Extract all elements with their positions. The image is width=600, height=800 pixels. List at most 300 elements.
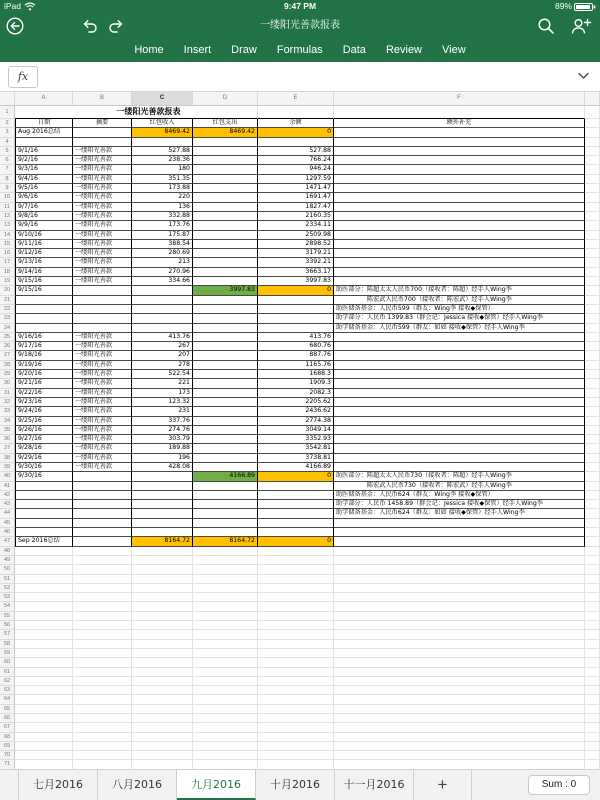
- cell-A44[interactable]: [15, 509, 73, 518]
- row-header[interactable]: 48: [0, 547, 15, 556]
- cell-G21[interactable]: [585, 296, 600, 305]
- cell-F38[interactable]: [334, 454, 585, 463]
- cell-B30[interactable]: 一缕阳光善款: [73, 379, 132, 388]
- cell-A23[interactable]: [15, 314, 73, 323]
- cell-B44[interactable]: [73, 509, 132, 518]
- cell-A61[interactable]: [15, 668, 73, 677]
- cell-D39[interactable]: [193, 463, 258, 472]
- cell-E8[interactable]: 1297.59: [258, 175, 334, 184]
- cell-D36[interactable]: [193, 435, 258, 444]
- cell-C39[interactable]: 428.08: [132, 463, 193, 472]
- cell-D25[interactable]: [193, 333, 258, 342]
- row-header[interactable]: 60: [0, 658, 15, 667]
- cell-E36[interactable]: 3352.93: [258, 435, 334, 444]
- cell-B71[interactable]: [73, 760, 132, 769]
- cell-B25[interactable]: 一缕阳光善款: [73, 333, 132, 342]
- cell-D59[interactable]: [193, 649, 258, 658]
- cell-C43[interactable]: [132, 500, 193, 509]
- cell-G71[interactable]: [585, 760, 600, 769]
- cell-C27[interactable]: 207: [132, 351, 193, 360]
- cell-G31[interactable]: [585, 389, 600, 398]
- cell-C4[interactable]: [132, 138, 193, 147]
- cell-B23[interactable]: [73, 314, 132, 323]
- cell-A18[interactable]: 9/14/16: [15, 268, 73, 277]
- cell-C55[interactable]: [132, 612, 193, 621]
- row-header[interactable]: 27: [0, 351, 15, 360]
- row-header[interactable]: 23: [0, 314, 15, 323]
- row-header[interactable]: 58: [0, 640, 15, 649]
- cell-D38[interactable]: [193, 454, 258, 463]
- row-header[interactable]: 35: [0, 426, 15, 435]
- cell-F23[interactable]: 助学部分：人民币 1399.83（群会记：Jessica 接收◆保管）经手人Wing李: [334, 314, 585, 323]
- cell-B7[interactable]: 一缕阳光善款: [73, 165, 132, 174]
- cell-A49[interactable]: [15, 556, 73, 565]
- cell-G57[interactable]: [585, 630, 600, 639]
- cell-F11[interactable]: [334, 203, 585, 212]
- cell-E51[interactable]: [258, 575, 334, 584]
- cell-A55[interactable]: [15, 612, 73, 621]
- cell-D70[interactable]: [193, 751, 258, 760]
- cell-B37[interactable]: 一缕阳光善款: [73, 444, 132, 453]
- cell-C64[interactable]: [132, 695, 193, 704]
- row-header[interactable]: 44: [0, 509, 15, 518]
- cell-G53[interactable]: [585, 593, 600, 602]
- cell-E66[interactable]: [258, 714, 334, 723]
- cell-C21[interactable]: [132, 296, 193, 305]
- cell-F21[interactable]: 陈宏武人民币700（接收者：陈宏武）经手人Wing李: [334, 296, 585, 305]
- cell-F59[interactable]: [334, 649, 585, 658]
- cell-A62[interactable]: [15, 677, 73, 686]
- cell-F37[interactable]: [334, 444, 585, 453]
- cell-B47[interactable]: [73, 537, 132, 546]
- cell-D8[interactable]: [193, 175, 258, 184]
- cell-F28[interactable]: [334, 361, 585, 370]
- row-header[interactable]: 28: [0, 361, 15, 370]
- cell-B45[interactable]: [73, 519, 132, 528]
- sheet-tab[interactable]: 九月2016: [177, 770, 256, 800]
- cell-C29[interactable]: 522.54: [132, 370, 193, 379]
- cell-B22[interactable]: [73, 305, 132, 314]
- row-header[interactable]: 49: [0, 556, 15, 565]
- cell-F30[interactable]: [334, 379, 585, 388]
- row-header[interactable]: 10: [0, 193, 15, 202]
- cell-F51[interactable]: [334, 575, 585, 584]
- cell-B35[interactable]: 一缕阳光善款: [73, 426, 132, 435]
- cell-D66[interactable]: [193, 714, 258, 723]
- cell-A38[interactable]: 9/29/16: [15, 454, 73, 463]
- cell-A17[interactable]: 9/13/16: [15, 258, 73, 267]
- cell-A69[interactable]: [15, 742, 73, 751]
- cell-F8[interactable]: [334, 175, 585, 184]
- cell-E20[interactable]: 0: [258, 286, 334, 295]
- cell-B17[interactable]: 一缕阳光善款: [73, 258, 132, 267]
- cell-E27[interactable]: 887.76: [258, 351, 334, 360]
- cell-G16[interactable]: [585, 249, 600, 258]
- cell-A29[interactable]: 9/20/16: [15, 370, 73, 379]
- row-header[interactable]: 3: [0, 128, 15, 137]
- cell-G14[interactable]: [585, 231, 600, 240]
- cell-C23[interactable]: [132, 314, 193, 323]
- cell-E13[interactable]: 2334.11: [258, 221, 334, 230]
- cell-E38[interactable]: 3738.81: [258, 454, 334, 463]
- cell-E44[interactable]: [258, 509, 334, 518]
- cell-G65[interactable]: [585, 705, 600, 714]
- column-header-B[interactable]: B: [73, 92, 132, 105]
- cell-A52[interactable]: [15, 584, 73, 593]
- cell-A41[interactable]: [15, 482, 73, 491]
- cell-F52[interactable]: [334, 584, 585, 593]
- row-header[interactable]: 46: [0, 528, 15, 537]
- cell-F25[interactable]: [334, 333, 585, 342]
- cell-F29[interactable]: [334, 370, 585, 379]
- column-header-C[interactable]: C: [132, 92, 193, 105]
- cell-D49[interactable]: [193, 556, 258, 565]
- formula-input[interactable]: [46, 66, 566, 88]
- cell-A57[interactable]: [15, 630, 73, 639]
- cell-A48[interactable]: [15, 547, 73, 556]
- row-header[interactable]: 56: [0, 621, 15, 630]
- cell-F71[interactable]: [334, 760, 585, 769]
- cell-A7[interactable]: 9/3/16: [15, 165, 73, 174]
- cell-F40[interactable]: 助医部分：陈超太太人民币730（接收者：陈超）经手人Wing李: [334, 472, 585, 481]
- cell-E52[interactable]: [258, 584, 334, 593]
- cell-G50[interactable]: [585, 565, 600, 574]
- cell-B18[interactable]: 一缕阳光善款: [73, 268, 132, 277]
- cell-C65[interactable]: [132, 705, 193, 714]
- row-header[interactable]: 42: [0, 491, 15, 500]
- row-header[interactable]: 8: [0, 175, 15, 184]
- cell-G62[interactable]: [585, 677, 600, 686]
- cell-E30[interactable]: 1909.3: [258, 379, 334, 388]
- cell-C71[interactable]: [132, 760, 193, 769]
- cell-E17[interactable]: 3392.21: [258, 258, 334, 267]
- cell-A68[interactable]: [15, 733, 73, 742]
- cell-C24[interactable]: [132, 324, 193, 333]
- cell-E2[interactable]: 余额: [258, 119, 334, 128]
- cell-D12[interactable]: [193, 212, 258, 221]
- cell-E56[interactable]: [258, 621, 334, 630]
- cell-A32[interactable]: 9/23/16: [15, 398, 73, 407]
- row-header[interactable]: 39: [0, 463, 15, 472]
- cell-A28[interactable]: 9/19/16: [15, 361, 73, 370]
- cell-G15[interactable]: [585, 240, 600, 249]
- row-header[interactable]: 19: [0, 277, 15, 286]
- cell-D61[interactable]: [193, 668, 258, 677]
- row-header[interactable]: 51: [0, 575, 15, 584]
- cell-E58[interactable]: [258, 640, 334, 649]
- cell-D65[interactable]: [193, 705, 258, 714]
- cell-C68[interactable]: [132, 733, 193, 742]
- row-header[interactable]: 4: [0, 138, 15, 147]
- cell-E26[interactable]: 680.76: [258, 342, 334, 351]
- cell-E1[interactable]: [258, 106, 334, 119]
- cell-E41[interactable]: [258, 482, 334, 491]
- cell-C51[interactable]: [132, 575, 193, 584]
- cell-B70[interactable]: [73, 751, 132, 760]
- cell-F48[interactable]: [334, 547, 585, 556]
- cell-D54[interactable]: [193, 602, 258, 611]
- cell-A45[interactable]: [15, 519, 73, 528]
- cell-A11[interactable]: 9/7/16: [15, 203, 73, 212]
- cell-A13[interactable]: 9/9/16: [15, 221, 73, 230]
- cell-G66[interactable]: [585, 714, 600, 723]
- cell-E14[interactable]: 2509.98: [258, 231, 334, 240]
- cell-E50[interactable]: [258, 565, 334, 574]
- cell-C18[interactable]: 270.96: [132, 268, 193, 277]
- cell-C17[interactable]: 213: [132, 258, 193, 267]
- cell-E63[interactable]: [258, 686, 334, 695]
- cell-A39[interactable]: 9/30/16: [15, 463, 73, 472]
- cell-C11[interactable]: 136: [132, 203, 193, 212]
- cell-F15[interactable]: [334, 240, 585, 249]
- cell-E70[interactable]: [258, 751, 334, 760]
- cell-F20[interactable]: 助医部分：陈超太太人民币700（接收者：陈超）经手人Wing李: [334, 286, 585, 295]
- cell-C45[interactable]: [132, 519, 193, 528]
- cell-A5[interactable]: 9/1/16: [15, 147, 73, 156]
- cell-B28[interactable]: 一缕阳光善款: [73, 361, 132, 370]
- row-header[interactable]: 25: [0, 333, 15, 342]
- cell-F55[interactable]: [334, 612, 585, 621]
- cell-D27[interactable]: [193, 351, 258, 360]
- row-header[interactable]: 67: [0, 723, 15, 732]
- cell-C66[interactable]: [132, 714, 193, 723]
- cell-F63[interactable]: [334, 686, 585, 695]
- cell-E16[interactable]: 3179.21: [258, 249, 334, 258]
- cell-C2[interactable]: 红包收入: [132, 119, 193, 128]
- cell-D5[interactable]: [193, 147, 258, 156]
- row-header[interactable]: 64: [0, 695, 15, 704]
- cell-A67[interactable]: [15, 723, 73, 732]
- cell-E29[interactable]: 1688.3: [258, 370, 334, 379]
- cell-F44[interactable]: 助学储备基金：人民币624（群友：如如 接收◆保管）经手人Wing李: [334, 509, 585, 518]
- cell-G30[interactable]: [585, 379, 600, 388]
- cell-F47[interactable]: [334, 537, 585, 546]
- cell-A50[interactable]: [15, 565, 73, 574]
- row-header[interactable]: 32: [0, 398, 15, 407]
- cell-F36[interactable]: [334, 435, 585, 444]
- cell-A47[interactable]: Sep 2016总结: [15, 537, 73, 546]
- cell-A54[interactable]: [15, 602, 73, 611]
- cell-G27[interactable]: [585, 351, 600, 360]
- cell-F70[interactable]: [334, 751, 585, 760]
- cell-D7[interactable]: [193, 165, 258, 174]
- cell-B10[interactable]: 一缕阳光善款: [73, 193, 132, 202]
- cell-C20[interactable]: [132, 286, 193, 295]
- cell-E45[interactable]: [258, 519, 334, 528]
- cell-F16[interactable]: [334, 249, 585, 258]
- cell-C67[interactable]: [132, 723, 193, 732]
- cell-D13[interactable]: [193, 221, 258, 230]
- cell-G1[interactable]: [585, 106, 600, 119]
- cell-G32[interactable]: [585, 398, 600, 407]
- cell-F41[interactable]: 陈宏武人民币730（接收者：陈宏武）经手人Wing李: [334, 482, 585, 491]
- cell-G58[interactable]: [585, 640, 600, 649]
- cell-F57[interactable]: [334, 630, 585, 639]
- cell-C52[interactable]: [132, 584, 193, 593]
- cell-C33[interactable]: 231: [132, 407, 193, 416]
- cell-B21[interactable]: [73, 296, 132, 305]
- cell-A56[interactable]: [15, 621, 73, 630]
- cell-D32[interactable]: [193, 398, 258, 407]
- cell-B52[interactable]: [73, 584, 132, 593]
- cell-F65[interactable]: [334, 705, 585, 714]
- cell-A6[interactable]: 9/2/16: [15, 156, 73, 165]
- cell-B51[interactable]: [73, 575, 132, 584]
- row-header[interactable]: 71: [0, 760, 15, 769]
- row-header[interactable]: 11: [0, 203, 15, 212]
- cell-C5[interactable]: 527.88: [132, 147, 193, 156]
- cell-B9[interactable]: 一缕阳光善款: [73, 184, 132, 193]
- cell-C41[interactable]: [132, 482, 193, 491]
- cell-F58[interactable]: [334, 640, 585, 649]
- cell-F31[interactable]: [334, 389, 585, 398]
- cell-D45[interactable]: [193, 519, 258, 528]
- cell-F5[interactable]: [334, 147, 585, 156]
- cell-G13[interactable]: [585, 221, 600, 230]
- cell-B57[interactable]: [73, 630, 132, 639]
- cell-E3[interactable]: 0: [258, 128, 334, 137]
- cell-G55[interactable]: [585, 612, 600, 621]
- row-header[interactable]: 14: [0, 231, 15, 240]
- column-header-E[interactable]: E: [258, 92, 334, 105]
- cell-D19[interactable]: [193, 277, 258, 286]
- cell-D67[interactable]: [193, 723, 258, 732]
- cell-C13[interactable]: 173.76: [132, 221, 193, 230]
- cell-G38[interactable]: [585, 454, 600, 463]
- cell-B58[interactable]: [73, 640, 132, 649]
- cell-E46[interactable]: [258, 528, 334, 537]
- cell-D11[interactable]: [193, 203, 258, 212]
- cell-F50[interactable]: [334, 565, 585, 574]
- cell-E53[interactable]: [258, 593, 334, 602]
- cell-B27[interactable]: 一缕阳光善款: [73, 351, 132, 360]
- cell-F35[interactable]: [334, 426, 585, 435]
- cell-F49[interactable]: [334, 556, 585, 565]
- cell-A25[interactable]: 9/16/16: [15, 333, 73, 342]
- cell-C30[interactable]: 221: [132, 379, 193, 388]
- cell-C46[interactable]: [132, 528, 193, 537]
- cell-G6[interactable]: [585, 156, 600, 165]
- cell-A43[interactable]: [15, 500, 73, 509]
- cell-E34[interactable]: 2774.38: [258, 417, 334, 426]
- cell-B26[interactable]: 一缕阳光善款: [73, 342, 132, 351]
- cell-A15[interactable]: 9/11/16: [15, 240, 73, 249]
- cell-C48[interactable]: [132, 547, 193, 556]
- cell-F10[interactable]: [334, 193, 585, 202]
- row-header[interactable]: 65: [0, 705, 15, 714]
- row-header[interactable]: 7: [0, 165, 15, 174]
- cell-A36[interactable]: 9/27/16: [15, 435, 73, 444]
- cell-A22[interactable]: [15, 305, 73, 314]
- cell-A31[interactable]: 9/22/16: [15, 389, 73, 398]
- cell-D3[interactable]: 8469.42: [193, 128, 258, 137]
- row-header[interactable]: 40: [0, 472, 15, 481]
- cell-F69[interactable]: [334, 742, 585, 751]
- cell-E62[interactable]: [258, 677, 334, 686]
- cell-C70[interactable]: [132, 751, 193, 760]
- cell-D53[interactable]: [193, 593, 258, 602]
- cell-D20[interactable]: 3997.83: [193, 286, 258, 295]
- row-header[interactable]: 16: [0, 249, 15, 258]
- tab-data[interactable]: Data: [342, 44, 366, 56]
- cell-G9[interactable]: [585, 184, 600, 193]
- cell-D14[interactable]: [193, 231, 258, 240]
- cell-G17[interactable]: [585, 258, 600, 267]
- cell-D30[interactable]: [193, 379, 258, 388]
- cell-B4[interactable]: [73, 138, 132, 147]
- cell-A19[interactable]: 9/15/16: [15, 277, 73, 286]
- cell-E64[interactable]: [258, 695, 334, 704]
- cell-A20[interactable]: 9/15/16: [15, 286, 73, 295]
- cell-D28[interactable]: [193, 361, 258, 370]
- cell-D48[interactable]: [193, 547, 258, 556]
- cell-F19[interactable]: [334, 277, 585, 286]
- cell-G2[interactable]: [585, 119, 600, 128]
- cell-A30[interactable]: 9/21/16: [15, 379, 73, 388]
- row-header[interactable]: 13: [0, 221, 15, 230]
- cell-B63[interactable]: [73, 686, 132, 695]
- cell-G7[interactable]: [585, 165, 600, 174]
- cell-D46[interactable]: [193, 528, 258, 537]
- cell-E65[interactable]: [258, 705, 334, 714]
- row-header[interactable]: 20: [0, 286, 15, 295]
- cell-F22[interactable]: 助医储备基金：人民币599（群友：Wing李 接收◆保管）: [334, 305, 585, 314]
- cell-F64[interactable]: [334, 695, 585, 704]
- row-header[interactable]: 29: [0, 370, 15, 379]
- cell-G54[interactable]: [585, 602, 600, 611]
- cell-B2[interactable]: 摘要: [73, 119, 132, 128]
- fx-button[interactable]: fx: [8, 66, 38, 88]
- cell-F9[interactable]: [334, 184, 585, 193]
- cell-B29[interactable]: 一缕阳光善款: [73, 370, 132, 379]
- row-header[interactable]: 9: [0, 184, 15, 193]
- cell-F1[interactable]: [334, 106, 585, 119]
- cell-F7[interactable]: [334, 165, 585, 174]
- cell-C22[interactable]: [132, 305, 193, 314]
- cell-E59[interactable]: [258, 649, 334, 658]
- undo-icon[interactable]: [80, 17, 98, 35]
- cell-E69[interactable]: [258, 742, 334, 751]
- row-header[interactable]: 59: [0, 649, 15, 658]
- cell-C14[interactable]: 175.87: [132, 231, 193, 240]
- cell-G5[interactable]: [585, 147, 600, 156]
- cell-A46[interactable]: [15, 528, 73, 537]
- cell-E43[interactable]: [258, 500, 334, 509]
- cell-G23[interactable]: [585, 314, 600, 323]
- select-all-corner[interactable]: [0, 92, 15, 105]
- cell-D41[interactable]: [193, 482, 258, 491]
- cell-C25[interactable]: 413.76: [132, 333, 193, 342]
- row-header[interactable]: 2: [0, 119, 15, 128]
- cell-C57[interactable]: [132, 630, 193, 639]
- cell-D9[interactable]: [193, 184, 258, 193]
- cell-E21[interactable]: [258, 296, 334, 305]
- cell-F33[interactable]: [334, 407, 585, 416]
- cell-G12[interactable]: [585, 212, 600, 221]
- cell-D2[interactable]: 红包支出: [193, 119, 258, 128]
- cell-G46[interactable]: [585, 528, 600, 537]
- cell-B38[interactable]: 一缕阳光善款: [73, 454, 132, 463]
- cell-D52[interactable]: [193, 584, 258, 593]
- cell-B31[interactable]: 一缕阳光善款: [73, 389, 132, 398]
- cell-G44[interactable]: [585, 509, 600, 518]
- cell-C3[interactable]: 8469.42: [132, 128, 193, 137]
- cell-E18[interactable]: 3663.17: [258, 268, 334, 277]
- cell-E60[interactable]: [258, 658, 334, 667]
- cell-B64[interactable]: [73, 695, 132, 704]
- cell-F56[interactable]: [334, 621, 585, 630]
- cell-G61[interactable]: [585, 668, 600, 677]
